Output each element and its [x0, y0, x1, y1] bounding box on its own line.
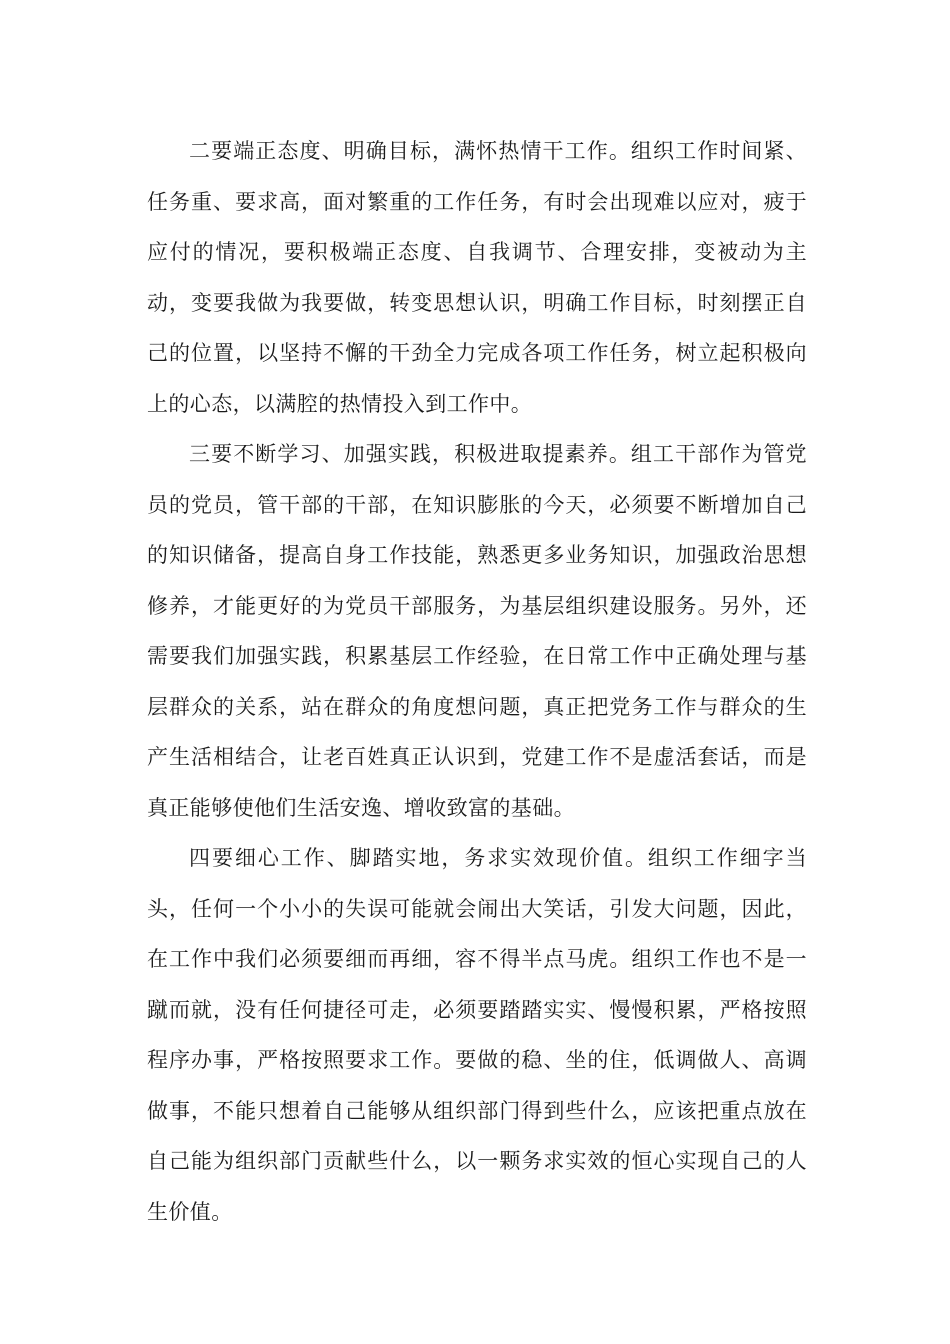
paragraph-4: 四要细心工作、脚踏实地，务求实效现价值。组织工作细字当头，任何一个小小的失误可能就会闹出大笑话，引发大问题，因此，在工作中我们必须要细而再细，容不得半点马虎。组织工作也不是一蹴而就，没有任何捷径可走，必须要踏踏实实、慢慢积累，严格按照程序办事，严格按照要求工作。要做的稳、坐的住，低调做人、高调做事，不能只想着自己能够从组织部门得到些什么，应该把重点放在自己能为组织部门贡献些什么，以一颗务求实效的恒心实现自己的人生价值。	[147, 846, 807, 1224]
document-body	[147, 126, 807, 1237]
paragraph-2: 二要端正态度、明确目标，满怀热情干工作。组织工作时间紧、任务重、要求高，面对繁重的工作任务，有时会出现难以应对，疲于应付的情况，要积极端正态度、自我调节、合理安排，变被动为主动，变要我做为我要做，转变思想认识，明确工作目标，时刻摆正自己的位置，以坚持不懈的干劲全力完成各项工作任务，树立起积极向上的心态，以满腔的热情投入到工作中。	[147, 139, 807, 416]
paragraph-3: 三要不断学习、加强实践，积极进取提素养。组工干部作为管党员的党员，管干部的干部，在知识膨胀的今天，必须要不断增加自己的知识储备，提高自身工作技能，熟悉更多业务知识，加强政治思想修养，才能更好的为党员干部服务，为基层组织建设服务。另外，还需要我们加强实践，积累基层工作经验，在日常工作中正确处理与基层群众的关系，站在群众的角度想问题，真正把党务工作与群众的生产生活相结合，让老百姓真正认识到，党建工作不是虚活套话，而是真正能够使他们生活安逸、增收致富的基础。	[147, 442, 807, 820]
